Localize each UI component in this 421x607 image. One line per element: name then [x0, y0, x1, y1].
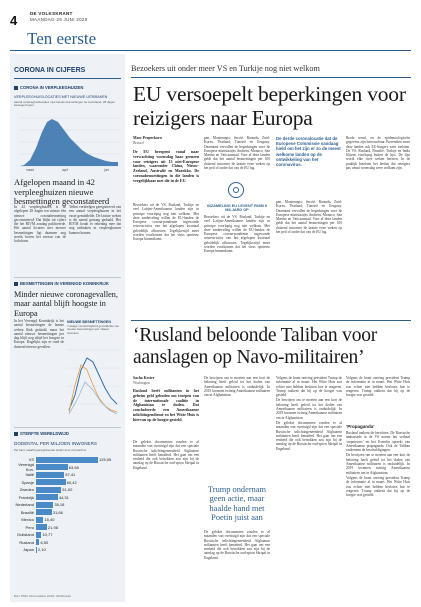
bar-category-label: Nederland: [15, 502, 34, 508]
block2-label: BESMETTINGEN IN VERENIGD KONINKRIJK: [20, 281, 109, 286]
section-title: Ten eerste: [27, 29, 97, 48]
bar-row: [14, 479, 122, 487]
bar-category-label: Duitsland: [17, 532, 34, 538]
bar-row: [14, 464, 122, 472]
bar: [36, 494, 58, 500]
block3-chart-title: DODENTAL PER MILJOEN INWONERS: [14, 441, 97, 446]
bar-value-label: 6,50: [40, 539, 49, 545]
article1-quote: De derde coronalocatie dat de Europese Commissie vandaag hield om het zijn er zo de meest welkome landen op de ontwikkeling van het coronavirus.: [276, 136, 341, 168]
bar-category-label: Rusland: [19, 539, 34, 545]
bar-value-label: 10,77: [42, 532, 53, 538]
quote-byline: INZAMELING EU LEVENT RUIM 6 MILJARD OP: [207, 204, 267, 213]
bar: [36, 502, 53, 508]
bar-value-label: 31,66: [52, 509, 63, 515]
paper-name: DE VOLKSKRANT: [30, 11, 73, 16]
block1-chart-sub: Aantal verpleeghuislocaties met nieuwe besmettingen na meimaand, 28 dagen bewegend gem.: [14, 100, 115, 108]
bar-category-label: Frankrijk: [18, 494, 34, 500]
block2-marker: [14, 282, 18, 286]
bar-row: [14, 501, 122, 509]
article1-author: Marc Peeperkorn: [133, 136, 162, 140]
article1-place: Brussel: [133, 141, 144, 145]
block3-label: STERFTE WERELDWIJD: [20, 431, 69, 436]
block2-rule: [14, 427, 121, 428]
article1-headline: EU versoepelt beperkingen voor reizigers naar Europa: [133, 82, 406, 130]
article2-col4b: Rusland ontkent de berichten. De Russische ambassade in de VS noemt het verhaal ‘nepnieuws’ en het Kremlin spreekt van Amerikaanse propaganda. Ook de Taliban ontkennen de beschuldigingen. De bewijzen om te moeten aan een kort de beloning heeft geleid tot het doden van Amerikaanse militairen is onduidelijk. In 2019 kwamen twintig Amerikaanse militairen om in Afghanistan. Volgens de krant ontving president Trump de informatie al in maart. Het Witte Huis zou echter niet hebben besloten hoe te reageren. Trump ontkent dat hij op de hoogte was gesteld.: [346, 431, 410, 498]
bar: [36, 524, 47, 530]
article1-col2: pan, Montenegro, Servië, Rwanda, Zuid-Korea, Thailand, Tunesië en Uruguay. Daarnaast vervallen de beperkingen voor de Europese ministaatjes Andorra, Monaco, San Marino en Vaticaanstad. Voor al deze landen geldt dat het aantal besmettingen per 100 duizend inwoners de laatste twee weken op het peil of onder dat van de EU lag.: [204, 136, 270, 171]
outbreak-area: [20, 119, 118, 166]
bar-row: [14, 516, 122, 524]
block1-col1: In 42 verpleeghuizen is de afgelopen 28 dagen ten minste één nieuwe coronabesmetting geconstateerd. Dat blijkt uit cijfers die het RIVM zondag publiceerde. Het aantal locaties met nieuwe besmettingen ligt daarmee nog steeds boven het niveau van de lockdown.: [14, 205, 66, 244]
bar-value-label: 60,42: [66, 479, 77, 485]
block1-marker: [14, 86, 18, 90]
block2-chart-title: NIEUWE BESMETTINGEN: [67, 320, 111, 324]
block1-headline: Afgelopen maand in 42 verpleeghuizen nieuwe besmettingen geconstateerd: [14, 177, 110, 207]
bar-value-label: 125,05: [99, 457, 112, 463]
bar: [36, 509, 52, 515]
death-rate-bar-chart: [14, 456, 122, 554]
bar-value-label: 57,41: [65, 472, 76, 478]
sidebar-title: CORONA IN CIJFERS: [14, 67, 86, 74]
bar: [36, 517, 43, 523]
bar-category-label: Verenigd Kon.: [18, 462, 34, 473]
bar-row: [14, 471, 122, 479]
edition-date: MAANDAG 29 JUNI 2020: [30, 17, 88, 22]
block2-col1: In het Verenigd Koninkrijk is het aantal besmettingen de laatste weken flink gedaald, maar het aantal nieuwe besmettingen per dag blijft nog altijd het hoogste in Europa. Dagelijks zijn er rond de duizend nieuwe gevallen.: [14, 319, 64, 349]
bar-value-label: 44,31: [58, 494, 69, 500]
bar-value-label: 2,10: [37, 547, 46, 553]
uk-infections-chart: [67, 340, 121, 420]
block3-chart-sub: Per land, waarbij geregistreerde doden door coronavirus: [14, 448, 87, 452]
bar: [36, 479, 66, 485]
block1-chart-title: VERPLEEGHUISLOCATIES MET NIEUWE UITBRAKEN: [14, 95, 108, 99]
sidebar-title-rule: [14, 78, 121, 79]
article2-subhead: ‘Propaganda’: [346, 424, 375, 429]
bar-value-label: 21,98: [47, 524, 58, 530]
article2-col2-cont: De gelekte documenten zouden er al maanden van overtuigd zijn dat een speciale Russische inlichtingeneenheid Afghaanse militanten heeft benaderd. Het gaat om een eenheid die ook betrokken zou zijn bij de aanslag op de Russische oud-spion Skripal in Engeland.: [204, 530, 270, 560]
article1-col3: Brede trend, en de epidemiologische gegevens zijn betrouwbaar. Bovendien moet deze landen ook EU-burgers weer toelaten. De VS, Rusland, Brazilië, Turkije en India blijven voorlopig buiten de lijst. De lijst wordt elke twee weken herzien. In de praktijk betekent het besluit dat reizigers pas vanaf woensdag weer welkom zijn.: [346, 136, 410, 171]
article2-author: Sacha Kester: [133, 376, 155, 380]
block1-rule: [14, 277, 121, 278]
bar-value-label: 51,00: [62, 487, 73, 493]
masthead-rule: [10, 50, 411, 51]
bar-value-label: 15,40: [44, 517, 55, 523]
bar-row: [14, 531, 122, 539]
bar-row: [14, 494, 122, 502]
bar-value-label: 63,98: [68, 464, 79, 470]
bar-row: [14, 486, 122, 494]
block2-headline: Minder nieuwe coronagevallen, maar aantal blijft hoogste in Europa: [14, 290, 118, 318]
article2-col4: Volgens de krant ontving president Trump de informatie al in maart. Het Witte Huis zou echter niet hebben besloten hoe te reageren. Trump ontkent dat hij op de hoogte was gesteld.: [346, 376, 410, 398]
article1-kicker: Bezoekers uit onder meer VS en Turkije nog niet welkom: [131, 64, 320, 73]
article2-place: Washington: [133, 381, 151, 385]
bar-category-label: Mexico: [21, 517, 34, 523]
bar: [36, 487, 61, 493]
tick-left: maart: [26, 168, 35, 172]
block1-label: CORONA IN VERPLEEGHUIZEN: [20, 85, 84, 90]
article-divider: [131, 320, 411, 321]
bar: [36, 464, 68, 470]
bar-value-label: 35,18: [54, 502, 65, 508]
article1-lead: De EU heropent vanaf naar verwachting woensdag haar grenzen voor reizigers uit 15 niet-Europese landen, waaronder China, Nieuw-Zeeland, Australië en Marokko. De coronabesmettingen in die landen is vergelijkbaar met die in de EU.: [133, 149, 199, 183]
article2-col3: Volgens de krant ontving president Trump de informatie al in maart. Het Witte Huis zou echter niet hebben besloten hoe te reageren. Trump ontkent dat hij op de hoogte was gesteld. De bewijzen om te moeten aan een kort de beloning heeft geleid tot het doden van Amerikaanse militairen is onduidelijk. In 2019 kwamen twintig Amerikaanse militairen om in Afghanistan. De gelekte documenten zouden er al maanden van overtuigd zijn dat een speciale Russische inlichtingeneenheid Afghaanse militanten heeft benaderd. Het gaat om een eenheid die ook betrokken zou zijn bij de aanslag op de Russische oud-spion Skripal in Engeland.: [276, 376, 342, 451]
article1-col2-cont: Bezoekers uit de VS, Rusland, Turkije en veel Latijns-Amerikaanse landen zijn in principe voorlopig nog niet welkom. Met deze aanbeveling willen de EU-landen de Europese corona-pandemie ingewonde reisrestricties van het afgelopen kwartaal geleidelijk afbouwen. Tegelijkertijd moet worden voorkomen dat het virus opnieuw Europa binnenkomt.: [204, 215, 270, 254]
block1-col2: Tellen verdeelgen geregistreerd van een aantal verpleeghuizen in het vaste gemiddelde. De laatste weken is dit aantal gestaag gedaald. Het RIVM houdt er rekening mee dat nog uitbraken in verpleeghuizen kunnen komen.: [69, 205, 121, 235]
bar-category-label: Italië: [25, 472, 34, 478]
bar: [36, 457, 98, 463]
article2-col1: De gelekte documenten zouden er al maanden van overtuigd zijn dat een speciale Russische inlichtingeneenheid Afghaanse militanten heeft benaderd. Het gaat om een eenheid die ook betrokken zou zijn bij de aanslag op de Russische oud-spion Skripal in Engeland.: [133, 440, 199, 470]
source-note: Bron: RIVM, Johns Hopkins, ECDC, Worldometer: [14, 595, 71, 598]
block3-marker: [14, 432, 18, 436]
article2-lead: Rusland heeft militanten in het geheim geld geboden om troepen van de internationale coalitie in Afghanistan te doden. Dat concludeerde een Amerikaanse inlichtingendienst en het Witte Huis is hiervan op de hoogte gesteld.: [133, 388, 199, 422]
bar-row: [14, 546, 122, 554]
bar-category-label: Peru: [25, 524, 34, 530]
bar-category-label: Japan: [23, 547, 34, 553]
bar-category-label: Brazilië: [20, 509, 34, 515]
bar-category-label: Zweden: [19, 487, 34, 493]
bar-row: [14, 539, 122, 547]
page-number: 4: [10, 13, 18, 28]
bar: [36, 472, 64, 478]
bar-row: [14, 509, 122, 517]
tick-right: juni: [104, 168, 109, 172]
article2-pullquote: Trump ondernam geen actie, maar haalde hand met Poetin juist aan: [207, 485, 267, 523]
article1-col3-cont: pan, Montenegro, Servië, Rwanda, Zuid-Korea, Thailand, Tunesië en Uruguay. Daarnaast vervallen de beperkingen voor de Europese ministaatjes Andorra, Monaco, San Marino en Vaticaanstad. Voor al deze landen geldt dat het aantal besmettingen per 100 duizend inwoners de laatste twee weken op het peil of onder dat van de EU lag.: [276, 200, 342, 235]
bar-row: [14, 524, 122, 532]
article2-col2: De bewijzen om te moeten aan een kort de beloning heeft geleid tot het doden van Amerikaanse militairen is onduidelijk. In 2019 kwamen twintig Amerikaanse militairen om in Afghanistan.: [204, 376, 270, 398]
article2-headline: ‘Rusland beloonde Taliban voor aanslagen op Navo-militairen’: [133, 325, 378, 368]
tick-mid: april: [62, 168, 69, 172]
article1-col1: Bezoekers uit de VS, Rusland, Turkije en veel Latijns-Amerikaanse landen zijn in principe voorlopig nog niet welkom. Met deze aanbeveling willen de EU-landen de Europese corona-pandemie ingewonde reisrestricties van het afgelopen kwartaal geleidelijk afbouwen. Tegelijkertijd moet worden voorkomen dat het virus opnieuw Europa binnenkomt.: [133, 203, 199, 242]
nursing-home-chart: [14, 110, 121, 176]
block2-chart-sub: 7-daags voortschrijdend gemiddelde van nieuwe besmettingen per miljoen inwoners: [67, 324, 120, 335]
bar-category-label: VS: [28, 457, 34, 463]
bar-category-label: Spanje: [21, 479, 34, 485]
article1-kicker-rule: [131, 77, 411, 78]
social-icon[interactable]: [228, 182, 244, 198]
